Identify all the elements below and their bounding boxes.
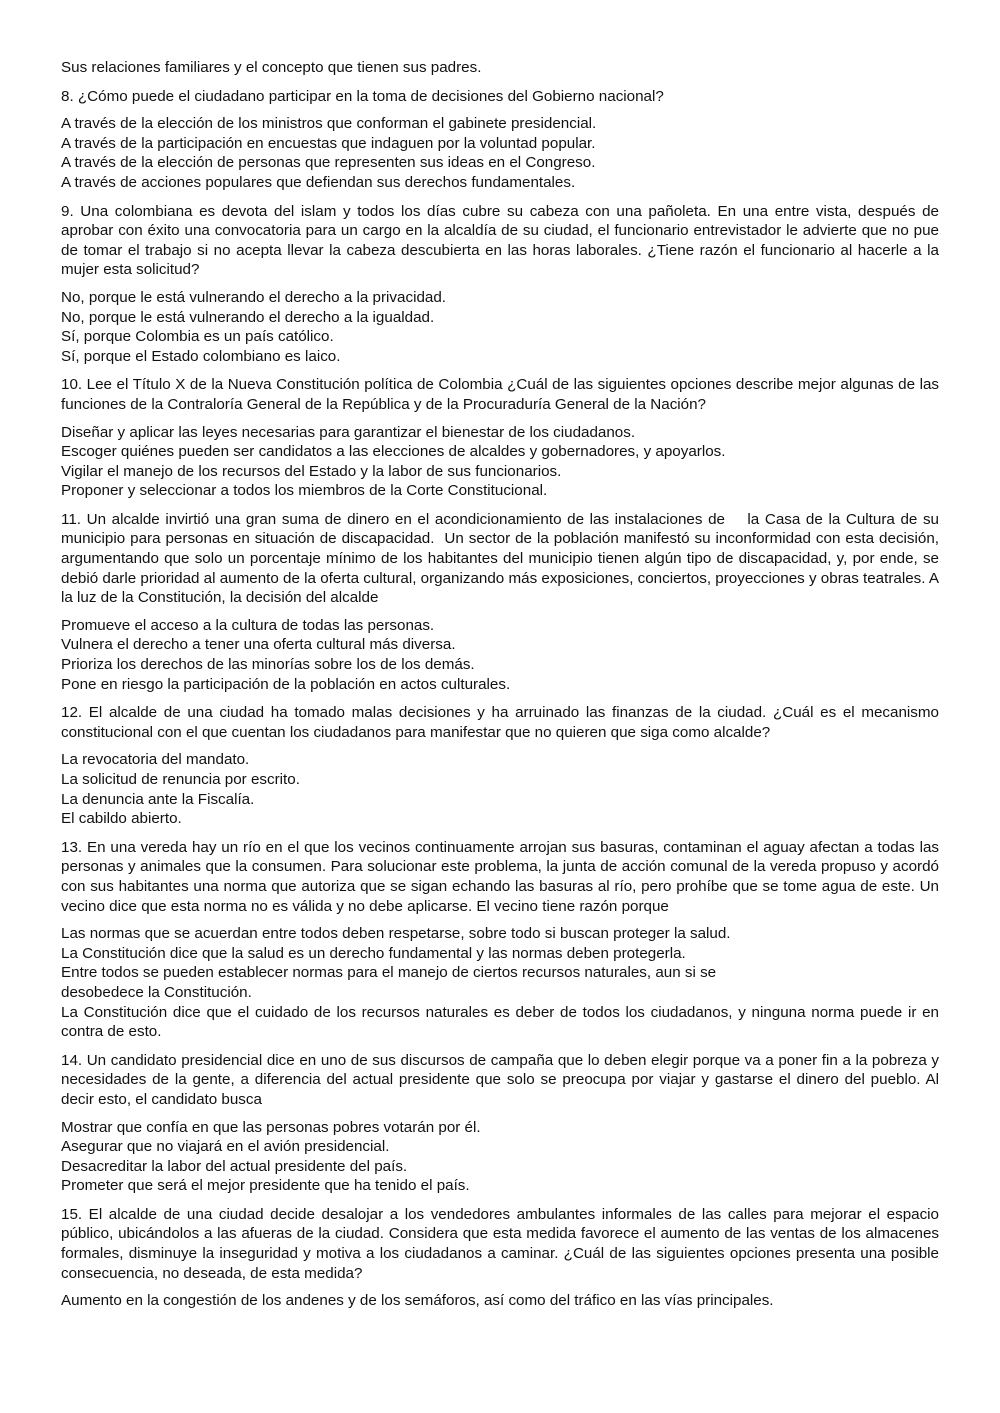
worksheet-document: [61, 58, 944, 1311]
options-list: [61, 1118, 939, 1196]
option: desobedece la Constitución.: [61, 983, 252, 1001]
option: A través de la elección de personas que representen sus ideas en el Congreso.: [61, 154, 596, 172]
options-list: [61, 924, 939, 1042]
question-15: [61, 1205, 939, 1311]
question-text: 11. Un alcalde invirtió una gran suma de dinero en el acondicionamiento de las instalaciones de la Casa de la Cultura de su municipio para personas en situación de discapacidad. Un sector de la población manifestó su inconformidad con esta decisión, argumentando que solo un porcentaje mínimo de los habitantes del municipio tienen algún tipo de discapacidad, y, por ende, se debió darle prioridad al aumento de la oferta cultural, organizando más exposiciones, conciertos, proyecciones y obras teatrales. A la luz de la Constitución, la decisión del alcalde: [61, 510, 944, 607]
question-13: [61, 838, 939, 1042]
question-14: [61, 1051, 939, 1196]
question-text: 14. Un candidato presidencial dice en uno de sus discursos de campaña que lo deben elegir porque va a poner fin a la pobreza y necesidades de la gente, a diferencia del actual presidente que solo se preocupa por viajar y gastarse el dinero del pueblo. Al decir esto, el candidato busca: [61, 1051, 939, 1108]
option: No, porque le está vulnerando el derecho a la privacidad.: [61, 288, 446, 306]
options-list: [61, 423, 939, 501]
option: Entre todos se pueden establecer normas para el manejo de ciertos recursos naturales, aun si se: [61, 964, 717, 982]
question-text: 10. Lee el Título X de la Nueva Constitución política de Colombia ¿Cuál de las siguientes opciones describe mejor algunas de las funciones de la Contraloría General de la República y de la Procuraduría General de la Nación?: [61, 376, 939, 413]
option: Prioriza los derechos de las minorías sobre los de los demás.: [61, 656, 475, 674]
question-text: 15. El alcalde de una ciudad decide desalojar a los vendedores ambulantes informales de las calles para mejorar el espacio público, ubicándolos a las afueras de la ciudad. Considera que esta medida favorece el aumento de las ventas de los almacenes formales, disminuye la inseguridad y motiva a los ciudadanos a caminar. ¿Cuál de las siguientes opciones presenta una posible consecuencia, no deseada, de esta medida?: [61, 1205, 939, 1282]
option: Sí, porque Colombia es un país católico.: [61, 328, 334, 346]
option: Vigilar el manejo de los recursos del Estado y la labor de sus funcionarios.: [61, 462, 562, 480]
option: La Constitución dice que la salud es un derecho fundamental y las normas deben protegerla.: [61, 944, 686, 962]
options-list: [61, 750, 939, 828]
option: Promueve el acceso a la cultura de todas las personas.: [61, 616, 435, 634]
option: Vulnera el derecho a tener una oferta cultural más diversa.: [61, 636, 456, 654]
option: La revocatoria del mandato.: [61, 751, 250, 769]
options-list: [61, 1291, 939, 1311]
option: Escoger quiénes pueden ser candidatos a las elecciones de alcaldes y gobernadores, y apoyarlos.: [61, 443, 726, 461]
option: Las normas que se acuerdan entre todos deben respetarse, sobre todo si buscan proteger la salud.: [61, 925, 731, 943]
question-12: [61, 703, 939, 829]
question-text: 9. Una colombiana es devota del islam y todos los días cubre su cabeza con una pañoleta. En una entre vista, después de aprobar con éxito una convocatoria para un cargo en la alcaldía de su ciudad, el funcionario entrevistador le advierte que no pue de tomar el trabajo si no acepta llevar la cabeza descubierta en las horas laborales. ¿Tiene razón el funcionario al hacerle a la mujer esta solicitud?: [61, 202, 939, 279]
option: Proponer y seleccionar a todos los miembros de la Corte Constitucional.: [61, 482, 548, 500]
option: Prometer que será el mejor presidente que ha tenido el país.: [61, 1177, 470, 1195]
question-text: 13. En una vereda hay un río en el que los vecinos continuamente arrojan sus basuras, contaminan el aguay afectan a todas las personas y animales que la consumen. Para solucionar este problema, la junta de acción comunal de la vereda propuso y acordó con sus habitantes una norma que autoriza que se sigan echando las basuras al río, pero prohíbe que se tome agua de este. Un vecino dice que esta norma no es válida y no debe aplicarse. El vecino tiene razón porque: [61, 838, 939, 915]
question-text: 12. El alcalde de una ciudad ha tomado malas decisiones y ha arruinado las finanzas de la ciudad. ¿Cuál es el mecanismo constitucional con el que cuentan los ciudadanos para manifestar que no quieren que siga como alcalde?: [61, 704, 939, 741]
option: Mostrar que confía en que las personas pobres votarán por él.: [61, 1118, 481, 1136]
option: La Constitución dice que el cuidado de los recursos naturales es deber de todos los ciudadanos, y ninguna norma puede ir en contra de esto.: [61, 1003, 939, 1041]
option: Pone en riesgo la participación de la población en actos culturales.: [61, 675, 511, 693]
question-11: [61, 510, 944, 694]
option: La denuncia ante la Fiscalía.: [61, 790, 255, 808]
option: A través de la elección de los ministros que conforman el gabinete presidencial.: [61, 115, 597, 133]
options-list: [61, 114, 939, 192]
question-8: [61, 87, 939, 193]
options-list: [61, 288, 939, 366]
question-9: [61, 202, 939, 367]
option: No, porque le está vulnerando el derecho a la igualdad.: [61, 308, 435, 326]
option: El cabildo abierto.: [61, 810, 182, 828]
intro-option: Sus relaciones familiares y el concepto que tienen sus padres.: [61, 59, 482, 76]
option: A través de la participación en encuestas que indaguen por la voluntad popular.: [61, 134, 596, 152]
question-10: [61, 375, 939, 501]
option: Desacreditar la labor del actual presidente del país.: [61, 1157, 408, 1175]
options-list: [61, 616, 939, 694]
option: Diseñar y aplicar las leyes necesarias para garantizar el bienestar de los ciudadanos.: [61, 423, 636, 441]
option: Aumento en la congestión de los andenes y de los semáforos, así como del tráfico en las vías principales.: [61, 1292, 774, 1310]
option: Asegurar que no viajará en el avión presidencial.: [61, 1138, 390, 1156]
option: La solicitud de renuncia por escrito.: [61, 771, 300, 788]
question-text: 8. ¿Cómo puede el ciudadano participar en la toma de decisiones del Gobierno nacional?: [61, 87, 664, 105]
option: A través de acciones populares que defiendan sus derechos fundamentales.: [61, 173, 576, 191]
option: Sí, porque el Estado colombiano es laico.: [61, 347, 341, 365]
